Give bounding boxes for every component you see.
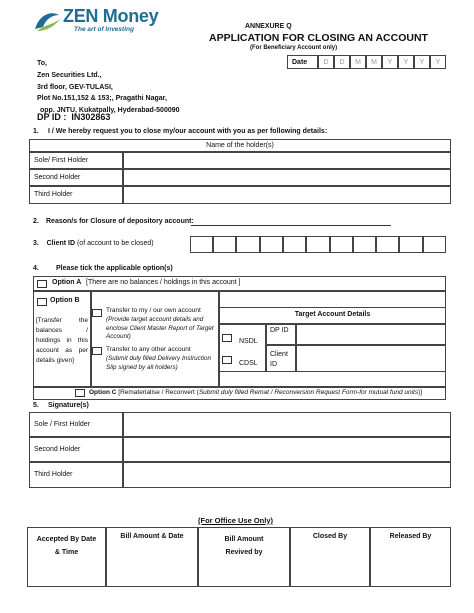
client-id-note: (of account to be closed) <box>76 240 154 247</box>
third-holder-name-input[interactable] <box>123 186 451 204</box>
address-line: 3rd floor, GEV-TULASI, <box>37 83 113 91</box>
transfer-own-note: (Provide target account details and enclose Client Master Report of Target Account) <box>106 316 214 341</box>
client-id-digit-box[interactable] <box>376 236 399 253</box>
section1-text: I / We hereby request you to close my/our account with you as per following details: <box>48 128 328 135</box>
holder-row-label: Third Holder <box>29 186 123 204</box>
nsdl-label: NSDL <box>239 338 258 345</box>
transfer-other-checkbox[interactable] <box>92 347 102 355</box>
second-holder-signature[interactable] <box>123 437 451 462</box>
office-use-title: (For Office Use Only) <box>198 516 274 525</box>
office-col-closed-by: Closed By <box>290 527 370 587</box>
annexure-label: ANNEXURE Q <box>245 23 292 30</box>
client-id-digit-box[interactable] <box>306 236 330 253</box>
option-c-text <box>89 389 422 396</box>
date-digit-box[interactable]: Y <box>430 55 446 69</box>
target-account-title: Target Account Details <box>219 307 446 324</box>
option-c-label: Option C <box>89 389 117 396</box>
office-use-table <box>27 527 451 587</box>
client-id-digit-box[interactable] <box>283 236 306 253</box>
address-line: Plot No.151,152 & 153;, Pragathi Nagar, <box>37 95 167 103</box>
section4-text: Please tick the applicable option(s) <box>56 265 173 272</box>
section4-number: 4. <box>33 265 39 272</box>
dp-id-value: IN302863 <box>71 112 111 122</box>
date-digit-box[interactable]: Y <box>398 55 414 69</box>
option-b-checkbox[interactable] <box>37 298 47 306</box>
office-col-bill-revived: Bill Amount Revived by <box>198 527 290 587</box>
target-dp-id-label: DP ID <box>266 324 296 345</box>
date-label: Date <box>287 55 318 69</box>
holders-table-header: Name of the holder(s) <box>29 139 451 152</box>
section5-text: Signature(s) <box>48 402 89 409</box>
date-field[interactable] <box>287 55 446 69</box>
option-a-checkbox[interactable] <box>37 280 47 288</box>
date-digit-box[interactable]: Y <box>382 55 398 69</box>
holders-table <box>29 139 451 204</box>
date-digit-box[interactable]: D <box>334 55 350 69</box>
section2-number: 2. <box>33 218 39 225</box>
client-id-digit-box[interactable] <box>213 236 236 253</box>
date-digit-box[interactable]: Y <box>414 55 430 69</box>
closure-reason-input[interactable] <box>191 225 391 226</box>
option-a-text: [There are no balances / holdings in this account ] <box>86 279 241 286</box>
transfer-other-title: Transfer to any other account <box>106 346 191 353</box>
transfer-own-checkbox[interactable] <box>92 309 102 317</box>
address-to: To, <box>37 60 47 67</box>
signature-row-label: Sole / First Holder <box>29 412 123 437</box>
section3-number: 3. <box>33 240 39 247</box>
sole-holder-name-input[interactable] <box>123 152 451 169</box>
option-c-pre: [Rematerialise / Reconvert ( <box>118 389 199 396</box>
target-client-id-input[interactable] <box>296 345 446 372</box>
logo-tagline: The art of Investing <box>74 26 134 33</box>
cdsl-checkbox[interactable] <box>222 356 232 364</box>
dp-id-label: DP ID : <box>37 112 67 122</box>
option-c-italic: Submit duly filled Remat / Reconversion Request Form-for mutual fund units <box>198 389 419 396</box>
section5-number: 5. <box>33 402 39 409</box>
client-id-digit-box[interactable] <box>330 236 353 253</box>
logo-swirl-icon <box>32 9 62 35</box>
dp-id <box>37 112 110 122</box>
client-id-boxes[interactable] <box>190 236 446 253</box>
options-panel <box>33 276 446 400</box>
client-id-digit-box[interactable] <box>260 236 283 253</box>
client-id-digit-box[interactable] <box>399 236 423 253</box>
signatures-table <box>29 412 451 488</box>
signature-row-label: Third Holder <box>29 462 123 488</box>
option-c-post: )] <box>418 389 423 396</box>
client-id-label: Client ID <box>46 240 76 247</box>
address-block <box>37 58 180 117</box>
target-client-id-label: Client ID <box>266 345 296 372</box>
third-holder-signature[interactable] <box>123 462 451 488</box>
transfer-other-note: (Submit duly filled Delivery Instruction Slip signed by all holders) <box>106 355 211 371</box>
option-a-label: Option A <box>52 279 82 286</box>
client-id-digit-box[interactable] <box>236 236 260 253</box>
office-col-released-by: Released By <box>370 527 451 587</box>
client-id-digit-box[interactable] <box>190 236 213 253</box>
address-line: Zen Securities Ltd., <box>37 71 102 79</box>
section2-text: Reason/s for Closure of depository account: <box>46 218 194 225</box>
office-col-accepted: Accepted By Date & Time <box>27 527 106 587</box>
address-line: opp. JNTU, Kukatpally, Hyderabad-500090 <box>40 107 180 115</box>
signature-row-label: Second Holder <box>29 437 123 462</box>
option-b-desc: [Transfer the balances / holdings in this account as per details given] <box>36 317 88 364</box>
holder-row-label: Second Holder <box>29 169 123 186</box>
sole-holder-signature[interactable] <box>123 412 451 437</box>
date-digit-box[interactable]: D <box>318 55 334 69</box>
holder-row-label: Sole/ First Holder <box>29 152 123 169</box>
second-holder-name-input[interactable] <box>123 169 451 186</box>
logo <box>32 8 182 38</box>
client-id-digit-box[interactable] <box>423 236 446 253</box>
client-id-digit-box[interactable] <box>353 236 376 253</box>
transfer-own-title: Transfer to my / our own account <box>106 307 201 314</box>
section1-number: 1. <box>33 128 39 135</box>
target-dp-id-input[interactable] <box>296 324 446 345</box>
nsdl-checkbox[interactable] <box>222 334 232 342</box>
option-b-label: Option B <box>50 297 80 304</box>
option-c-checkbox[interactable] <box>75 389 85 397</box>
page-title: APPLICATION FOR CLOSING AN ACCOUNT <box>209 32 428 44</box>
section3-row <box>33 240 154 247</box>
date-digit-box[interactable]: M <box>350 55 366 69</box>
logo-name: ZEN Money <box>63 6 159 26</box>
page-subtitle: (For Beneficiary Account only) <box>250 45 338 51</box>
date-digit-box[interactable]: M <box>366 55 382 69</box>
cdsl-label: CDSL <box>239 360 258 367</box>
office-col-bill-amount-date: Bill Amount & Date <box>106 527 198 587</box>
